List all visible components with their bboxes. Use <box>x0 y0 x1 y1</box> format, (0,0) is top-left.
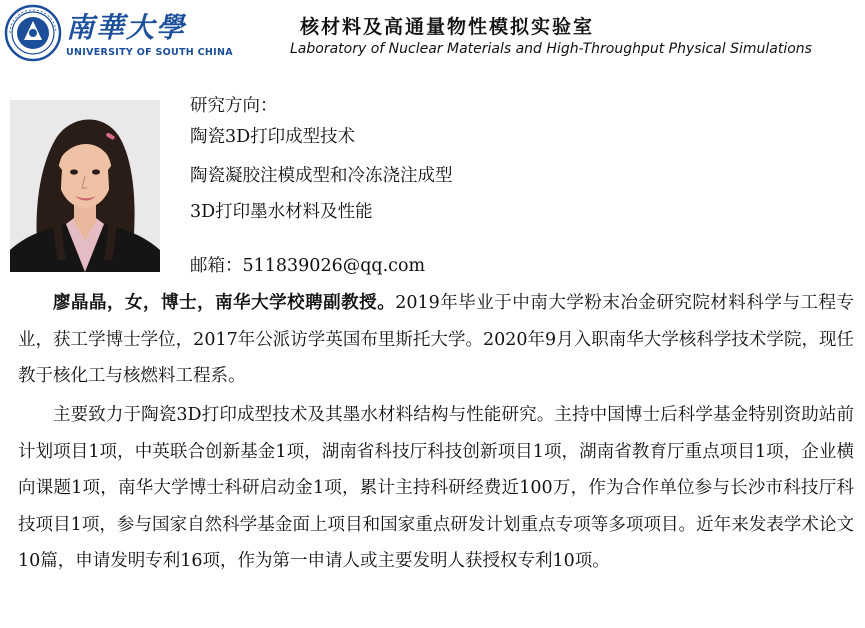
research-item: 陶瓷3D打印成型技术 <box>190 127 356 147</box>
bio-background: 2019年毕业于中南大学粉末冶金研究院材料科学与工程专业，获工学博士学位，2017年公派访学英国布里斯托大学。2020年9月入职南华大学核科学技术学院，现任教于核化工与核燃料工程系。 <box>18 293 855 386</box>
research-item: 陶瓷凝胶注模成型和冷冻浇注成型 <box>190 166 453 186</box>
logo-english-name: UNIVERSITY OF SOUTH CHINA <box>66 47 233 58</box>
page-header <box>0 0 865 68</box>
lab-title-chinese: 核材料及高通量物性模拟实验室 <box>300 16 595 38</box>
research-heading: 研究方向： <box>190 96 278 116</box>
bio-name-title: 廖晶晶，女，博士，南华大学校聘副教授。 <box>53 293 396 313</box>
university-logo-text <box>66 4 233 62</box>
bio-paragraph-2: 主要致力于陶瓷3D打印成型技术及其墨水材料结构与性能研究。主持中国博士后科学基金特别资助站前计划项目1项，中英联合创新基金1项，湖南省科技厅科技创新项目1项，湖南省教育厅重点项目1项，企业横向课题1项，南华大学博士科研启动金1项，累计主持科研经费近100万，作为合作单位参与长沙市科技厅科技项目1项，参与国家自然科学基金面上项目和国家重点研发计划重点专项等多项项目。近年来发表学术论文10篇，申请发明专利16项，作为第一申请人或主要发明人获授权专利10项。 <box>18 405 854 571</box>
research-item: 3D打印墨水材料及性能 <box>190 202 373 222</box>
profile-photo <box>10 100 160 272</box>
university-seal-logo <box>4 4 62 62</box>
bio-paragraph-1 <box>18 285 854 395</box>
email-line: 邮箱：511839026@qq.com <box>190 256 426 276</box>
lab-title-english: Laboratory of Nuclear Materials and High-Throughput Physical Simulations <box>290 41 812 57</box>
logo-chinese-name: 南華大學 <box>66 11 187 44</box>
